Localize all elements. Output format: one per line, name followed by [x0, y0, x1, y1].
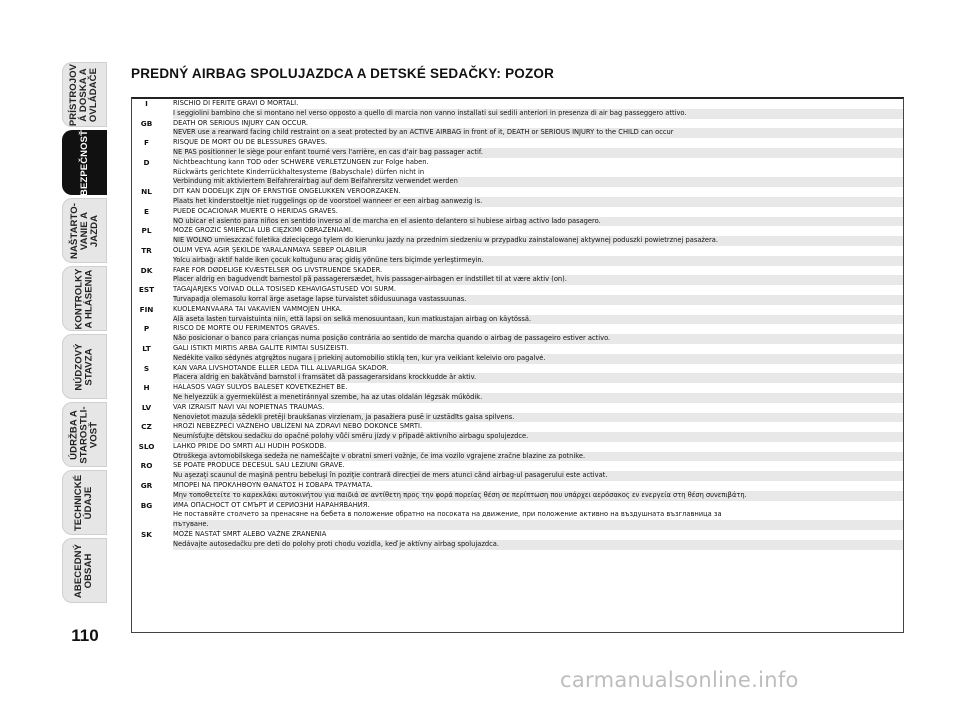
page-title: PREDNÝ AIRBAG SPOLUJAZDCA A DETSKÉ SEDAČKY: POZOR	[131, 66, 555, 81]
language-code: F	[144, 138, 149, 148]
warning-headline: ÖLÜM VEYA AĞIR ŞEKİLDE YARALANMAYA SEBEP OLABİLİR	[173, 245, 367, 254]
warning-row	[132, 119, 903, 139]
warning-row	[132, 364, 903, 384]
warning-headline: DIT KAN DODELIJK ZIJN OF ERNSTIGE ONGELUKKEN VEROORZAKEN.	[173, 187, 401, 196]
side-tab-2[interactable]	[62, 198, 107, 263]
language-code: NL	[141, 187, 152, 197]
language-code: LT	[142, 343, 151, 353]
side-tab-label: BEZPEČNOSŤ	[78, 129, 90, 196]
warning-detail: Placer aldrig en bagudvendt barnestol på passagerersædet, hvis passager-airbagen er indstillet til at være aktiv (on).	[173, 275, 903, 285]
warning-text	[161, 344, 903, 364]
warning-headline: ИМА ОПАСНОСТ ОТ СМЪРТ И СЕРИОЗНИ НАРАНЯВАНИЯ.	[173, 500, 370, 509]
warning-text	[161, 530, 903, 550]
watermark: carmanualsonline.info	[560, 668, 799, 692]
warning-row	[132, 305, 903, 325]
warning-text	[161, 364, 903, 384]
side-tab-label: ABECEDNÝ OBSAH	[73, 543, 95, 598]
warning-text	[161, 461, 903, 481]
warning-headline: GALI IŠTIKTI MIRTIS ARBA GALITE RIMTAI SUSIŽEISTI.	[173, 343, 349, 352]
warning-row	[132, 187, 903, 207]
warning-row	[132, 158, 903, 187]
warning-text	[161, 187, 903, 207]
warning-row	[132, 530, 903, 550]
side-tab-label: ÚDRŽBA A STAROSTLI- VOSŤ	[68, 405, 100, 464]
side-tab-4[interactable]	[62, 334, 107, 399]
warning-text	[161, 481, 903, 501]
side-tab-label: NAŠTARTO- VANIE A JAZDA	[68, 202, 100, 259]
warning-detail: Μην τοποθετείτε το καρεκλάκι αυτοκινήτου για παιδιά σε αντίθετη προς την φορά πορείας θέση σε περίπτωση που υπάρχει αερόσακος εν ενεργεία στη θέση συνεπιβάτη.	[173, 491, 903, 501]
language-code: DK	[140, 265, 153, 275]
warning-row	[132, 461, 903, 481]
side-tab-label: PRÍSTROJOV Á DOSKA A OVLÁDAČE	[68, 63, 100, 126]
language-code: S	[143, 363, 150, 373]
warning-detail: Verbindung mit aktiviertem Beifahrerairbag auf dem Beifahrersitz verwendet werden	[173, 177, 903, 187]
language-code: RO	[140, 461, 153, 471]
warning-text	[161, 138, 903, 158]
side-tab-label: NÚDZOVÝ STAVZA	[73, 342, 95, 391]
warning-text	[161, 246, 903, 266]
warning-row	[132, 422, 903, 442]
warning-text	[161, 305, 903, 325]
language-code: E	[144, 206, 149, 216]
warning-text	[161, 99, 903, 119]
warning-row	[132, 324, 903, 344]
warning-detail: Placera aldrig en bakåtvänd barnstol i framsätet då passagerarsidans krockkudde är aktiv.	[173, 373, 903, 383]
warning-detail: Não posicionar o banco para crianças numa posição contrária ao sentido de marcha quando o airbag de passageiro estiver activo.	[173, 334, 903, 344]
warning-headline: KUOLEMANVAARA TAI VAKAVIEN VAMMOJEN UHKA.	[173, 304, 343, 313]
language-code: EST	[138, 285, 155, 295]
warning-row	[132, 481, 903, 501]
side-tab-label: KONTROLKY A HLÁSENIA	[73, 267, 95, 330]
warning-headline: KAN VARA LIVSHOTANDE ELLER LEDA TILL ALLVARLIGA SKADOR.	[173, 363, 389, 372]
language-code: FIN	[139, 304, 154, 314]
warning-headline: DEATH OR SERIOUS INJURY CAN OCCUR.	[173, 118, 308, 127]
language-code: D	[143, 157, 150, 167]
warning-row	[132, 266, 903, 286]
warning-headline: RISCO DE MORTE OU FERIMENTOS GRAVES.	[173, 324, 320, 333]
warning-detail: Nu aşezaţi scaunul de maşină pentru bebeluşi în poziţie contrară direcţiei de mers atunci când airbag-ul pasagerului este activat.	[173, 471, 903, 481]
warning-row	[132, 99, 903, 119]
warning-row	[132, 207, 903, 227]
language-code: P	[143, 324, 150, 334]
warning-detail: Nedėkite vaiko sėdynės atgręžtos nugara į priekinį automobilio stiklą ten, kur yra veikiant keleivio oro pagalvė.	[173, 354, 903, 364]
warning-headline: Nichtbeachtung kann TOD oder SCHWERE VERLETZUNGEN zur Folge haben.	[173, 157, 429, 166]
language-code: H	[143, 383, 150, 393]
warning-row	[132, 501, 903, 530]
warning-detail: Nenovietot mazuļa sēdekli pretēji braukšanas virzienam, ja pasažiera pusē ir uzstādīts gaisa spilvens.	[173, 413, 903, 423]
warning-text	[161, 403, 903, 423]
warning-headline: SE POATE PRODUCE DECESUL SAU LEZIUNI GRAVE.	[173, 461, 345, 470]
warning-headline: HROZÍ NEBEZPEČÍ VÁŽNÉHO UBLÍŽENÍ NA ZDRAVÍ NEBO DOKONCE SMRTI.	[173, 422, 423, 431]
side-tab-label: TECHNICKÉ ÚDAJE	[73, 474, 95, 531]
language-code: PL	[141, 226, 152, 236]
side-tab-0[interactable]	[62, 62, 107, 127]
warning-text	[161, 207, 903, 227]
side-tab-6[interactable]	[62, 470, 107, 535]
warning-detail: Yolcu airbağı aktif halde iken çocuk koltuğunu araç gidiş yönüne ters biçimde yerleştirmeyin.	[173, 256, 903, 266]
warning-headline: FARE FOR DØDELIGE KVÆSTELSER OG LIVSTRUENDE SKADER.	[173, 265, 383, 274]
warning-headline: VAR IZRAISĪT NĀVI VAI NOPIETNAS TRAUMAS.	[173, 402, 325, 411]
warning-row	[132, 383, 903, 403]
warning-text	[161, 383, 903, 403]
warning-text	[161, 501, 903, 530]
warning-headline: MOŻE GROZIĆ ŚMIERCIA LUB CIĘŻKIMI OBRAŻENIAMI.	[173, 226, 353, 235]
warning-row	[132, 226, 903, 246]
warning-detail: Rückwärts gerichtete Kinderrückhaltesysteme (Babyschale) dürfen nicht in	[173, 167, 425, 176]
warning-headline: HALÁSOS VAGY SÚLYOS BALESET KÖVETKEZHET BE.	[173, 383, 348, 392]
warning-text	[161, 119, 903, 139]
warning-headline: PUEDE OCACIONAR MUERTE O HERIDAS GRAVES.	[173, 206, 338, 215]
warning-text	[161, 266, 903, 286]
warning-row	[132, 344, 903, 364]
warning-headline: LAHKO PRIDE DO SMRTI ALI HUDIH POŠKODB.	[173, 441, 327, 450]
warning-detail: Ne helyezzük a gyermekülést a menetiránnyal szembe, ha az utas oldalán légzsák működik.	[173, 393, 903, 403]
language-code: CZ	[141, 422, 152, 432]
language-code: GR	[140, 481, 153, 491]
language-code: I	[145, 99, 148, 108]
side-tab-1[interactable]	[62, 130, 107, 195]
warning-row	[132, 403, 903, 423]
language-code: SK	[141, 530, 152, 540]
side-tab-3[interactable]	[62, 266, 107, 331]
side-tab-5[interactable]	[62, 402, 107, 467]
warning-row	[132, 442, 903, 462]
warning-row	[132, 246, 903, 266]
warning-headline: MÔŽE NASTAŤ SMRŤ ALEBO VÁŽNE ZRANENIA	[173, 530, 327, 539]
page-number: 110	[71, 626, 99, 645]
warning-detail: Plaats het kinderstoeltje niet ruggelings op de voorstoel wanneer er een airbag aanwezig is.	[173, 197, 903, 207]
warning-detail: I seggiolini bambino che si montano nel verso opposto a quello di marcia non vanno installati sui sedili anteriori in presenza di air bag passeggero attivo.	[173, 109, 903, 119]
warning-text	[161, 442, 903, 462]
language-code: LV	[141, 402, 152, 412]
warning-detail: NE PAS positionner le siège pour enfant tourné vers l'arrière, en cas d'air bag passager actif.	[173, 148, 903, 158]
language-code: GB	[140, 118, 153, 128]
language-code: TR	[141, 245, 152, 255]
warning-headline: RISCHIO DI FERITE GRAVI O MORTALI.	[173, 99, 299, 107]
warning-text	[161, 226, 903, 246]
warning-detail: Nedávajte autosedačku pre deti do polohy proti chodu vozidla, keď je aktívny airbag spolujazdca.	[173, 540, 903, 550]
warning-detail: NEVER use a rearward facing child restraint on a seat protected by an ACTIVE AIRBAG in front of it, DEATH or SERIOUS INJURY to the CHILD can occur	[173, 128, 903, 138]
warning-text	[161, 158, 903, 187]
warning-detail: Не поставяйте столчето за пренасяне на бебета в положение обратно на посоката на движение, при положение активно на въздушната възглавница за	[173, 510, 722, 519]
warning-detail: Otroškega avtomobilskega sedeža ne nameščajte v obratni smeri vožnje, če ima vozilo vgrajene zračne blazine za potnike.	[173, 452, 903, 462]
warning-row	[132, 138, 903, 158]
language-code: SLO	[138, 441, 155, 451]
warning-detail: Neumísťujte dětskou sedačku do opačné polohy vůči směru jízdy v případě aktivního airbagu spolujezdce.	[173, 432, 903, 442]
warning-table	[131, 97, 904, 633]
warning-detail: NO ubicar el asiento para niños en sentido inverso al de marcha en el asiento delantero si hubiese airbag activo lado pasagero.	[173, 217, 903, 227]
language-code: BG	[140, 500, 153, 510]
warning-detail: пътуване.	[173, 520, 903, 530]
warning-detail: NIE WOLNO umieszczać foletika dziecięcego tylem do kierunku jazdy na przednim siedzeniu w przypadku zainstalowanej aktywnej poduszki powietrznej pasażera.	[173, 236, 903, 246]
warning-headline: ΜΠΟΡΕΙ ΝΑ ΠΡΟΚΛΗΘΟΥΝ ΘΑΝΑΤΟΣ Η ΣΟΒΑΡΑ ΤΡΑΥΜΑΤΑ.	[173, 481, 373, 490]
warning-text	[161, 285, 903, 305]
warning-text	[161, 324, 903, 344]
warning-detail: Älä aseta lasten turvaistuinta niin, että lapsi on selkä menosuuntaan, kun matkustajan airbag on käytössä.	[173, 315, 903, 325]
warning-row	[132, 285, 903, 305]
side-tab-7[interactable]	[62, 538, 107, 603]
warning-detail: Turvapadja olemasolu korral ärge asetage lapse turvaistet sõidusuunaga vastassuunas.	[173, 295, 903, 305]
warning-headline: RISQUE DE MORT OU DE BLESSURES GRAVES.	[173, 138, 328, 147]
warning-text	[161, 422, 903, 442]
warning-headline: TAGAJÄRJEKS VÕIVAD OLLA TÕSISED KEHAVIGASTUSED VÕI SURM.	[173, 285, 396, 294]
